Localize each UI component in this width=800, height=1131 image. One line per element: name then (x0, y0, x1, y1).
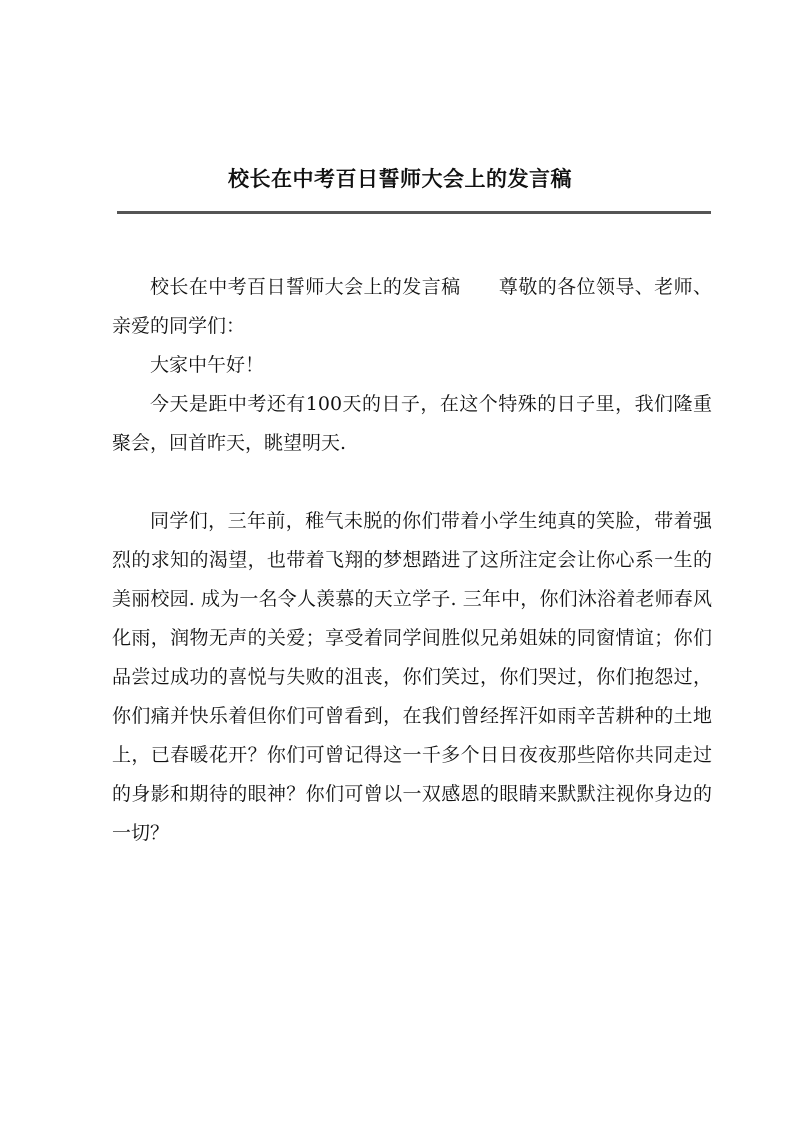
paragraph-hello: 大家中午好！ (150, 354, 265, 376)
document-title: 校长在中考百日誓师大会上的发言稿 (228, 166, 572, 191)
paragraph-heading-text: 校长在中考百日誓师大会上的发言稿 (150, 276, 461, 298)
paragraph-salutation-text: 尊敬的各位领导、老师、亲爱的同学们： (112, 276, 712, 337)
paragraph-intro: 今天是距中考还有100天的日子，在这个特殊的日子里，我们隆重聚会，回首昨天，眺望明天. (112, 393, 712, 454)
title-divider (117, 211, 711, 214)
paragraph-main: 同学们，三年前，稚气未脱的你们带着小学生纯真的笑脸，带着强烈的求知的渴望，也带着飞翔的梦想踏进了这所注定会让你心系一生的美丽校园. 成为一名令人羡慕的天立学子. 三年中，你们沐浴着老师春风化雨，润物无声的关爱；享受着同学间胜似兄弟姐妹的同窗情谊；你们品尝过成功的喜悦与失败的沮丧，你们笑过，你们哭过，你们抱怨过，你们痛并快乐着但你们可曾看到，在我们曾经挥汗如雨辛苦耕种的土地上，已春暖花开？你们可曾记得这一千多个日日夜夜那些陪你共同走过的身影和期待的眼神？你们可曾以一双感恩的眼睛来默默注视你身边的一切？ (112, 510, 712, 844)
paragraph-greeting (112, 268, 712, 346)
paragraph-gap (112, 463, 712, 502)
document-body (112, 268, 712, 853)
